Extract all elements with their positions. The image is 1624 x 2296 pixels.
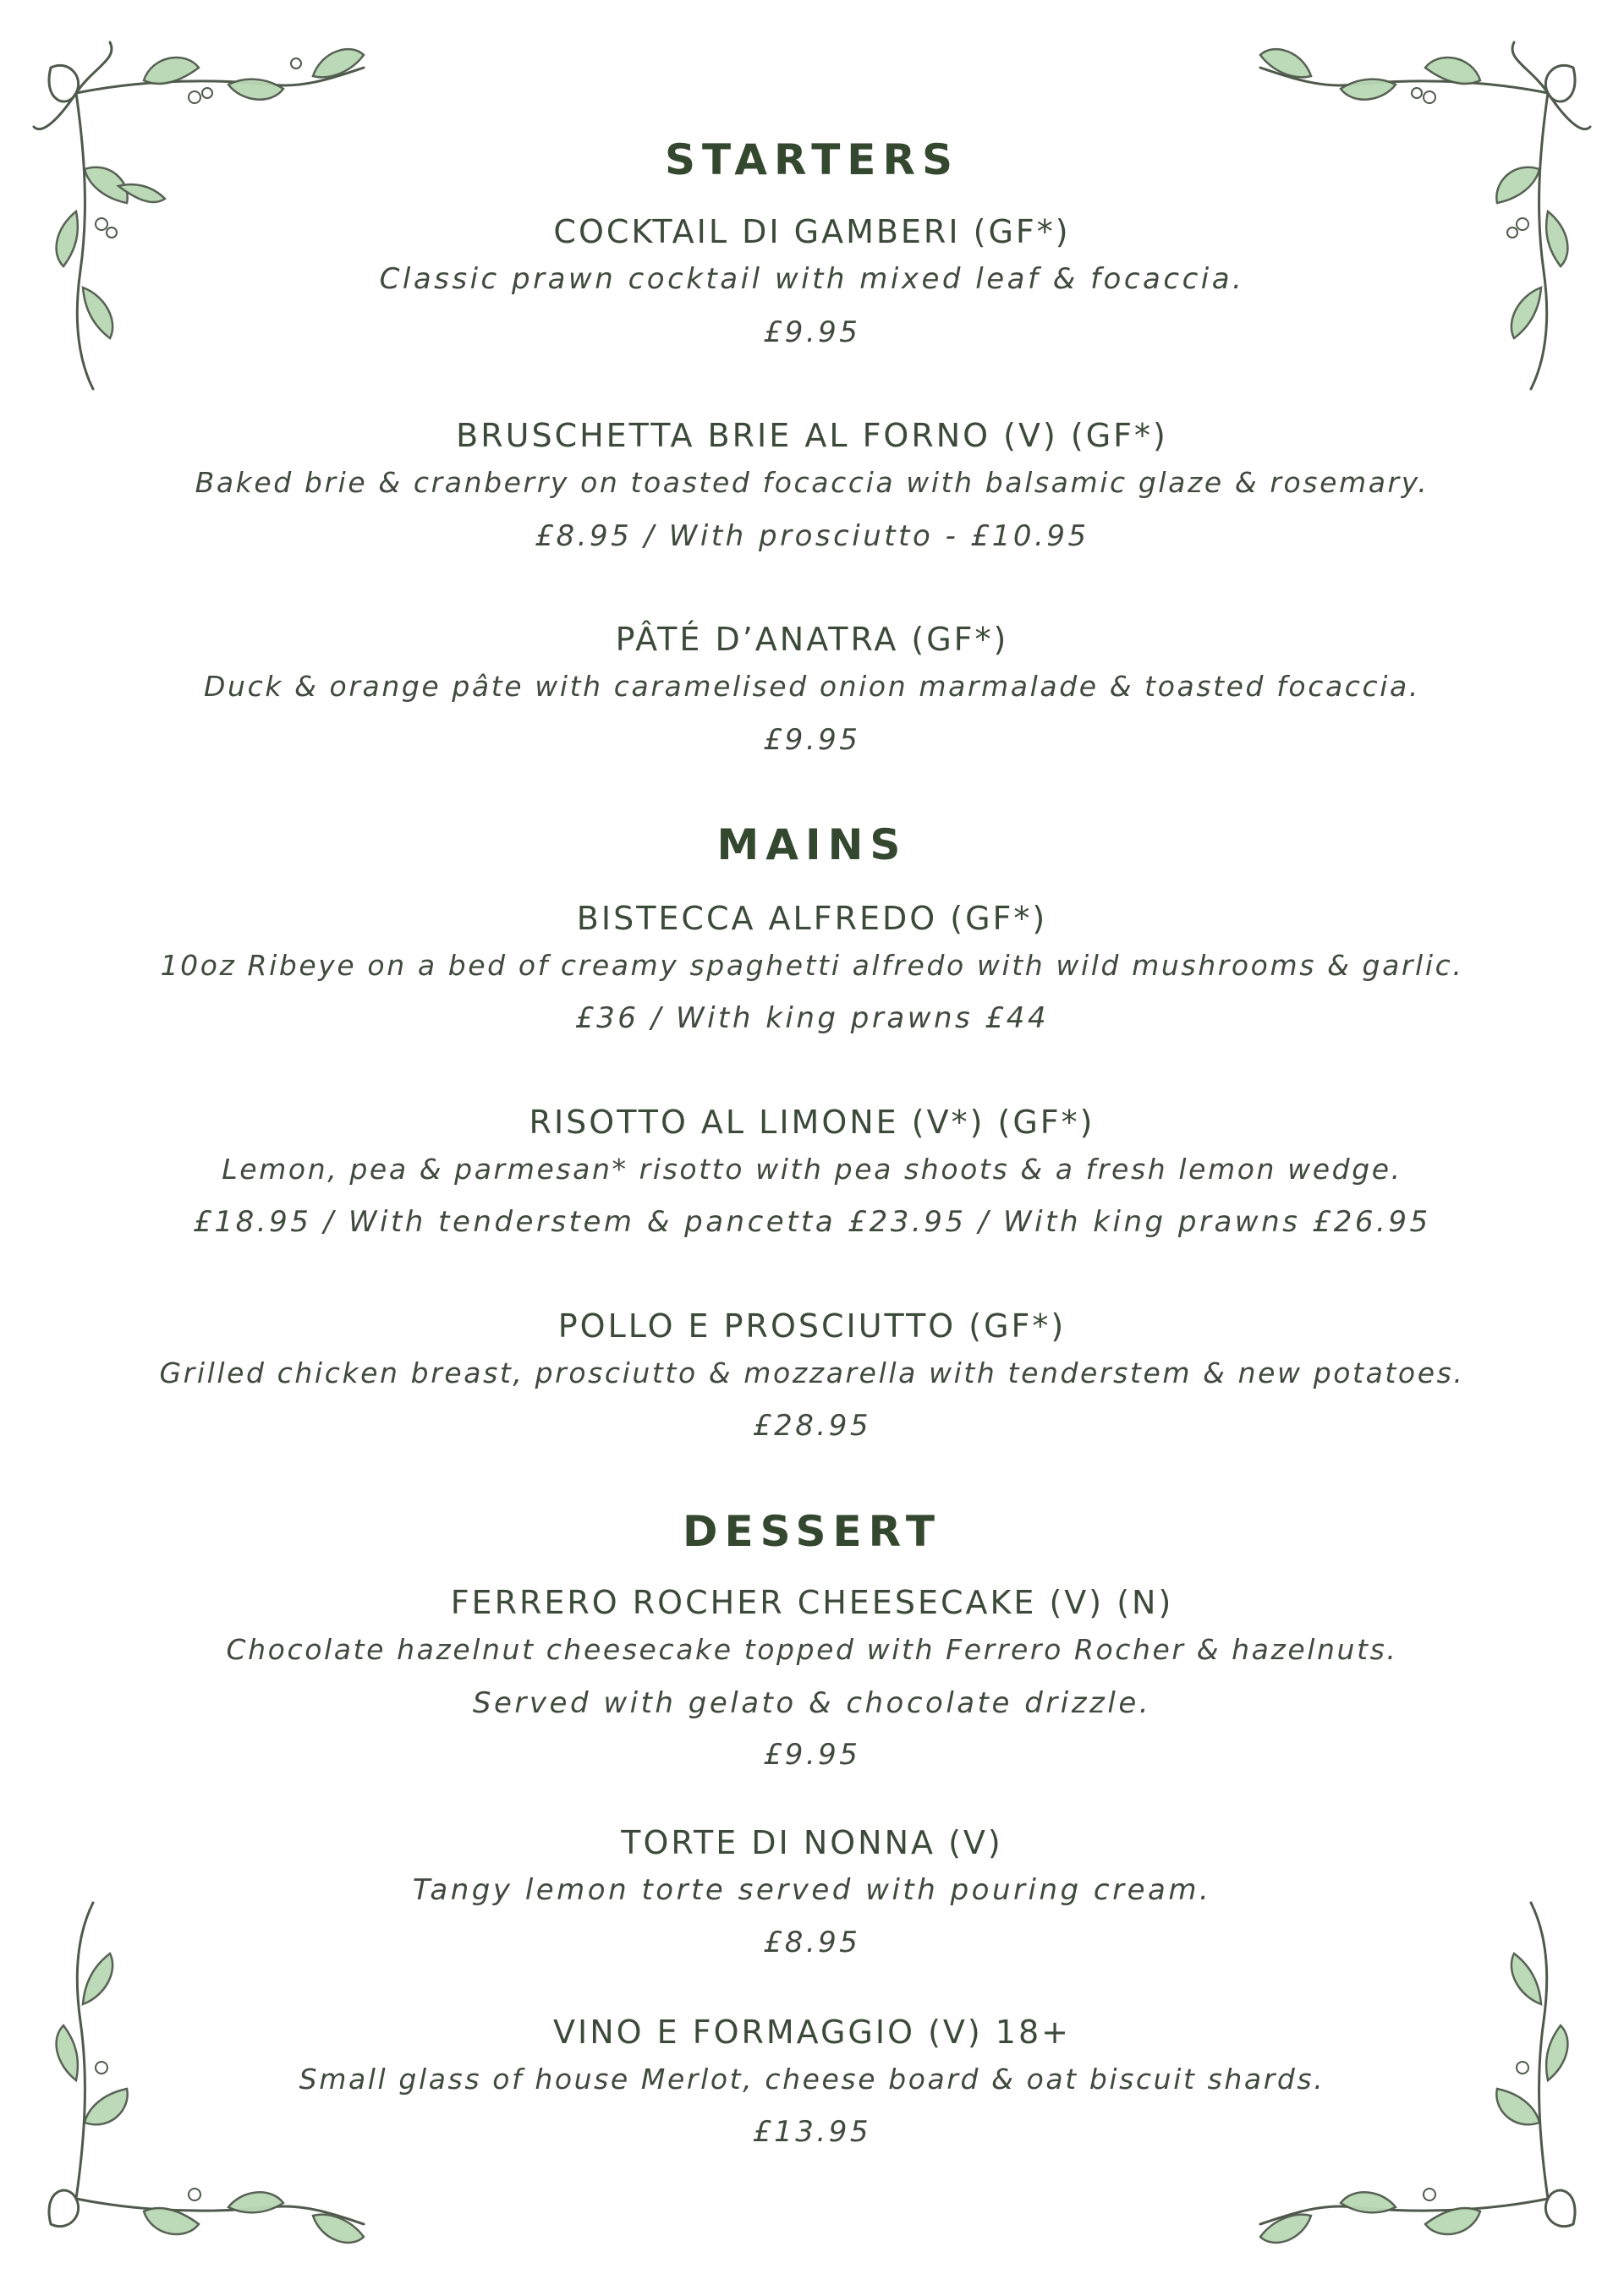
item-description-vino-e-formaggio: Small glass of house Merlot, cheese board & oat biscuit shards.	[299, 2063, 1325, 2096]
item-name-bistecca-alfredo: BISTECCA ALFREDO (GF*)	[576, 900, 1048, 937]
item-description-torte-di-nonna: Tangy lemon torte served with pouring cream.	[412, 1873, 1212, 1907]
item-description-pollo-e-prosciutto: Grilled chicken breast, prosciutto & mozzarella with tenderstem & new potatoes.	[159, 1356, 1465, 1389]
mistletoe-icon	[1243, 1886, 1607, 2275]
section-heading-dessert: DESSERT	[683, 1507, 941, 1556]
item-description-bistecca-alfredo: 10oz Ribeye on a bed of creamy spaghetti alfredo with wild mushrooms & garlic.	[160, 949, 1464, 982]
mistletoe-corner-bottom-left-icon	[17, 1886, 381, 2275]
item-price-bistecca-alfredo: £36 / With king prawns £44	[575, 1001, 1049, 1035]
item-price-vino-e-formaggio: £13.95	[753, 2115, 871, 2149]
item-price-ferrero-rocher-cheesecake: £9.95	[763, 1738, 861, 1772]
item-description-bruschetta: Baked brie & cranberry on toasted focaccia with balsamic glaze & rosemary.	[195, 466, 1429, 499]
item-description-pate-danatra: Duck & orange pâte with caramelised onion marmalade & toasted focaccia.	[204, 670, 1420, 703]
mistletoe-corner-bottom-right-icon	[1243, 1886, 1607, 2275]
item-description-risotto-al-limone: Lemon, pea & parmesan* risotto with pea shoots & a fresh lemon wedge.	[222, 1153, 1402, 1186]
item-name-bruschetta: BRUSCHETTA BRIE AL FORNO (V) (GF*)	[456, 417, 1168, 454]
item-price-torte-di-nonna: £8.95	[763, 1926, 861, 1959]
item-price-cocktail-di-gamberi: £9.95	[763, 315, 861, 349]
mistletoe-icon	[17, 17, 381, 406]
mistletoe-corner-top-left-icon	[17, 17, 381, 406]
item-price-pate-danatra: £9.95	[763, 723, 861, 757]
item-name-risotto-al-limone: RISOTTO AL LIMONE (V*) (GF*)	[529, 1104, 1095, 1141]
item-name-ferrero-rocher-cheesecake: FERRERO ROCHER CHEESECAKE (V) (N)	[450, 1584, 1174, 1621]
item-name-pate-danatra: PÂTÉ D’ANATRA (GF*)	[615, 621, 1009, 658]
item-name-pollo-e-prosciutto: POLLO E PROSCIUTTO (GF*)	[557, 1307, 1067, 1345]
item-price-risotto-al-limone: £18.95 / With tenderstem & pancetta £23.95 / With king prawns £26.95	[193, 1205, 1431, 1239]
mistletoe-corner-top-right-icon	[1243, 17, 1607, 406]
item-name-torte-di-nonna: TORTE DI NONNA (V)	[621, 1824, 1003, 1861]
item-description-cocktail-di-gamberi: Classic prawn cocktail with mixed leaf & focaccia.	[379, 262, 1245, 296]
mistletoe-icon	[1243, 17, 1607, 406]
item-description-ferrero-rocher-cheesecake-line2: Served with gelato & chocolate drizzle.	[472, 1686, 1152, 1720]
item-description-ferrero-rocher-cheesecake: Chocolate hazelnut cheesecake topped with Ferrero Rocher & hazelnuts.	[226, 1633, 1398, 1666]
section-heading-mains: MAINS	[716, 820, 908, 869]
item-name-vino-e-formaggio: VINO E FORMAGGIO (V) 18+	[553, 2014, 1071, 2051]
section-heading-starters: STARTERS	[665, 135, 959, 184]
item-price-pollo-e-prosciutto: £28.95	[753, 1409, 871, 1443]
item-name-cocktail-di-gamberi: COCKTAIL DI GAMBERI (GF*)	[553, 213, 1071, 250]
item-price-bruschetta: £8.95 / With prosciutto - £10.95	[535, 519, 1089, 553]
mistletoe-icon	[17, 1886, 381, 2275]
